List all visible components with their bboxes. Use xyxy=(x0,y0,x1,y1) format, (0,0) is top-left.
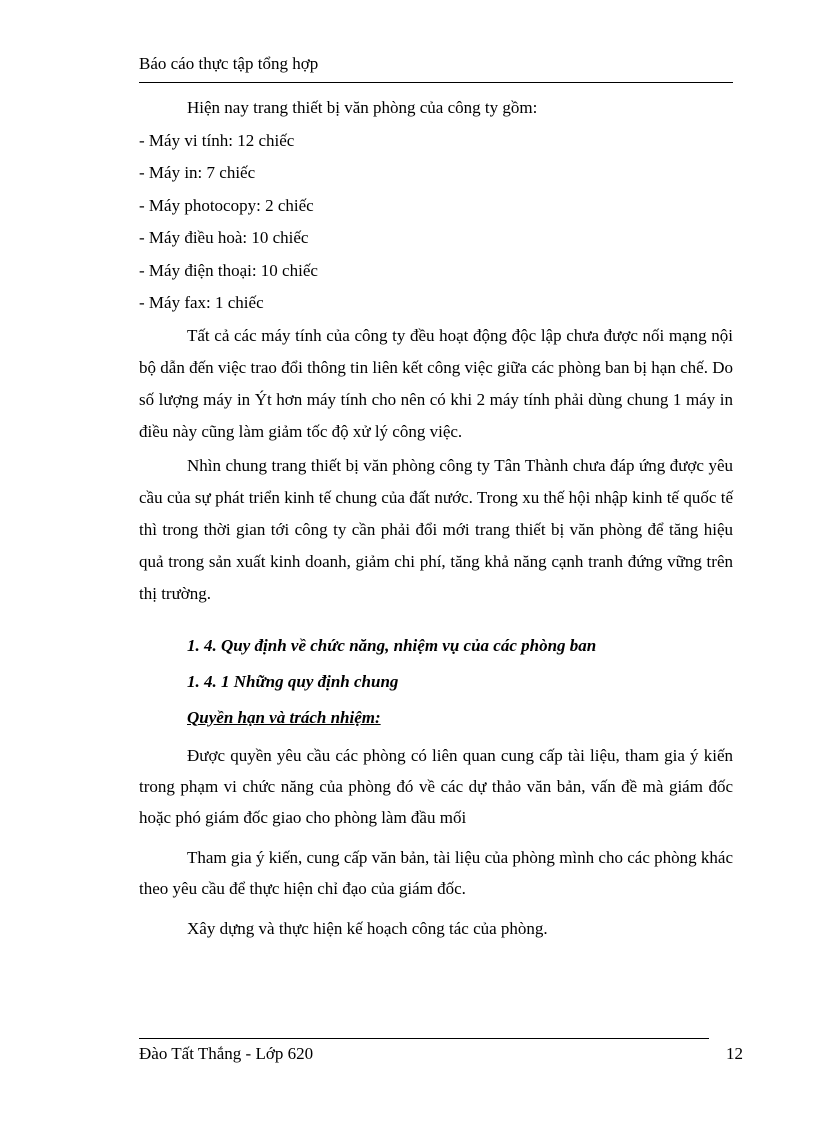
page-header xyxy=(139,52,733,83)
equipment-item: - Máy điện thoại: 10 chiếc xyxy=(139,260,318,280)
header-title: Báo cáo thực tập tổng hợp xyxy=(139,54,319,73)
subheading-rights-text: Quyền hạn và trách nhiệm: xyxy=(187,707,381,727)
subheading-rights xyxy=(139,700,733,736)
paragraph-assessment: Nhìn chung trang thiết bị văn phòng công ty Tân Thành chưa đáp ứng được yêu cầu của sự phát triển kinh tế chung của đất nước. Trong xu thế hội nhập kinh tế quốc tế thì trong thời gian tới công ty cần phải đổi mới trang thiết bị văn phòng để tăng hiệu quả trong sản xuất kinh doanh, giảm chi phí, tăng khả năng cạnh tranh đứng vững trên thị trường. xyxy=(139,455,733,603)
document-body xyxy=(139,92,733,944)
equipment-intro: Hiện nay trang thiết bị văn phòng của công ty gồm: xyxy=(187,98,538,117)
equipment-item: - Máy vi tính: 12 chiếc xyxy=(139,130,295,150)
paragraph-rights-3: Xây dựng và thực hiện kế hoạch công tác của phòng. xyxy=(187,918,548,938)
footer-author: Đào Tất Thắng - Lớp 620 xyxy=(139,1044,314,1063)
footer-divider xyxy=(139,1038,709,1039)
paragraph-network: Tất cả các máy tính của công ty đều hoạt động độc lập chưa được nối mạng nội bộ dẫn đến việc trao đổi thông tin liên kết công việc giữa các phòng ban bị hạn chế. Do số lượng máy in Ýt hơn máy tính cho nên có khi 2 máy tính phải dùng chung 1 máy in điều này cũng làm giảm tốc độ xử lý công việc. xyxy=(139,325,733,441)
section-heading: 1. 4. Quy định về chức năng, nhiệm vụ của các phòng ban xyxy=(187,635,597,655)
equipment-item: - Máy điều hoà: 10 chiếc xyxy=(139,228,309,247)
equipment-item: - Máy in: 7 chiếc xyxy=(139,163,256,182)
paragraph-rights-1: Được quyền yêu cầu các phòng có liên quan cung cấp tài liệu, tham gia ý kiến trong phạm vi chức năng của phòng đó về các dự thảo văn bản, vấn đề mà giám đốc hoặc phó giám đốc giao cho phòng làm đầu mối xyxy=(139,745,733,827)
page-number: 12 xyxy=(726,1044,743,1063)
equipment-item: - Máy fax: 1 chiếc xyxy=(139,293,264,312)
equipment-item: - Máy photocopy: 2 chiếc xyxy=(139,195,314,215)
subsection-heading: 1. 4. 1 Những quy định chung xyxy=(187,671,399,691)
paragraph-rights-2: Tham gia ý kiến, cung cấp văn bản, tài liệu của phòng mình cho các phòng khác theo yêu cầu để thực hiện chỉ đạo của giám đốc. xyxy=(139,847,733,898)
